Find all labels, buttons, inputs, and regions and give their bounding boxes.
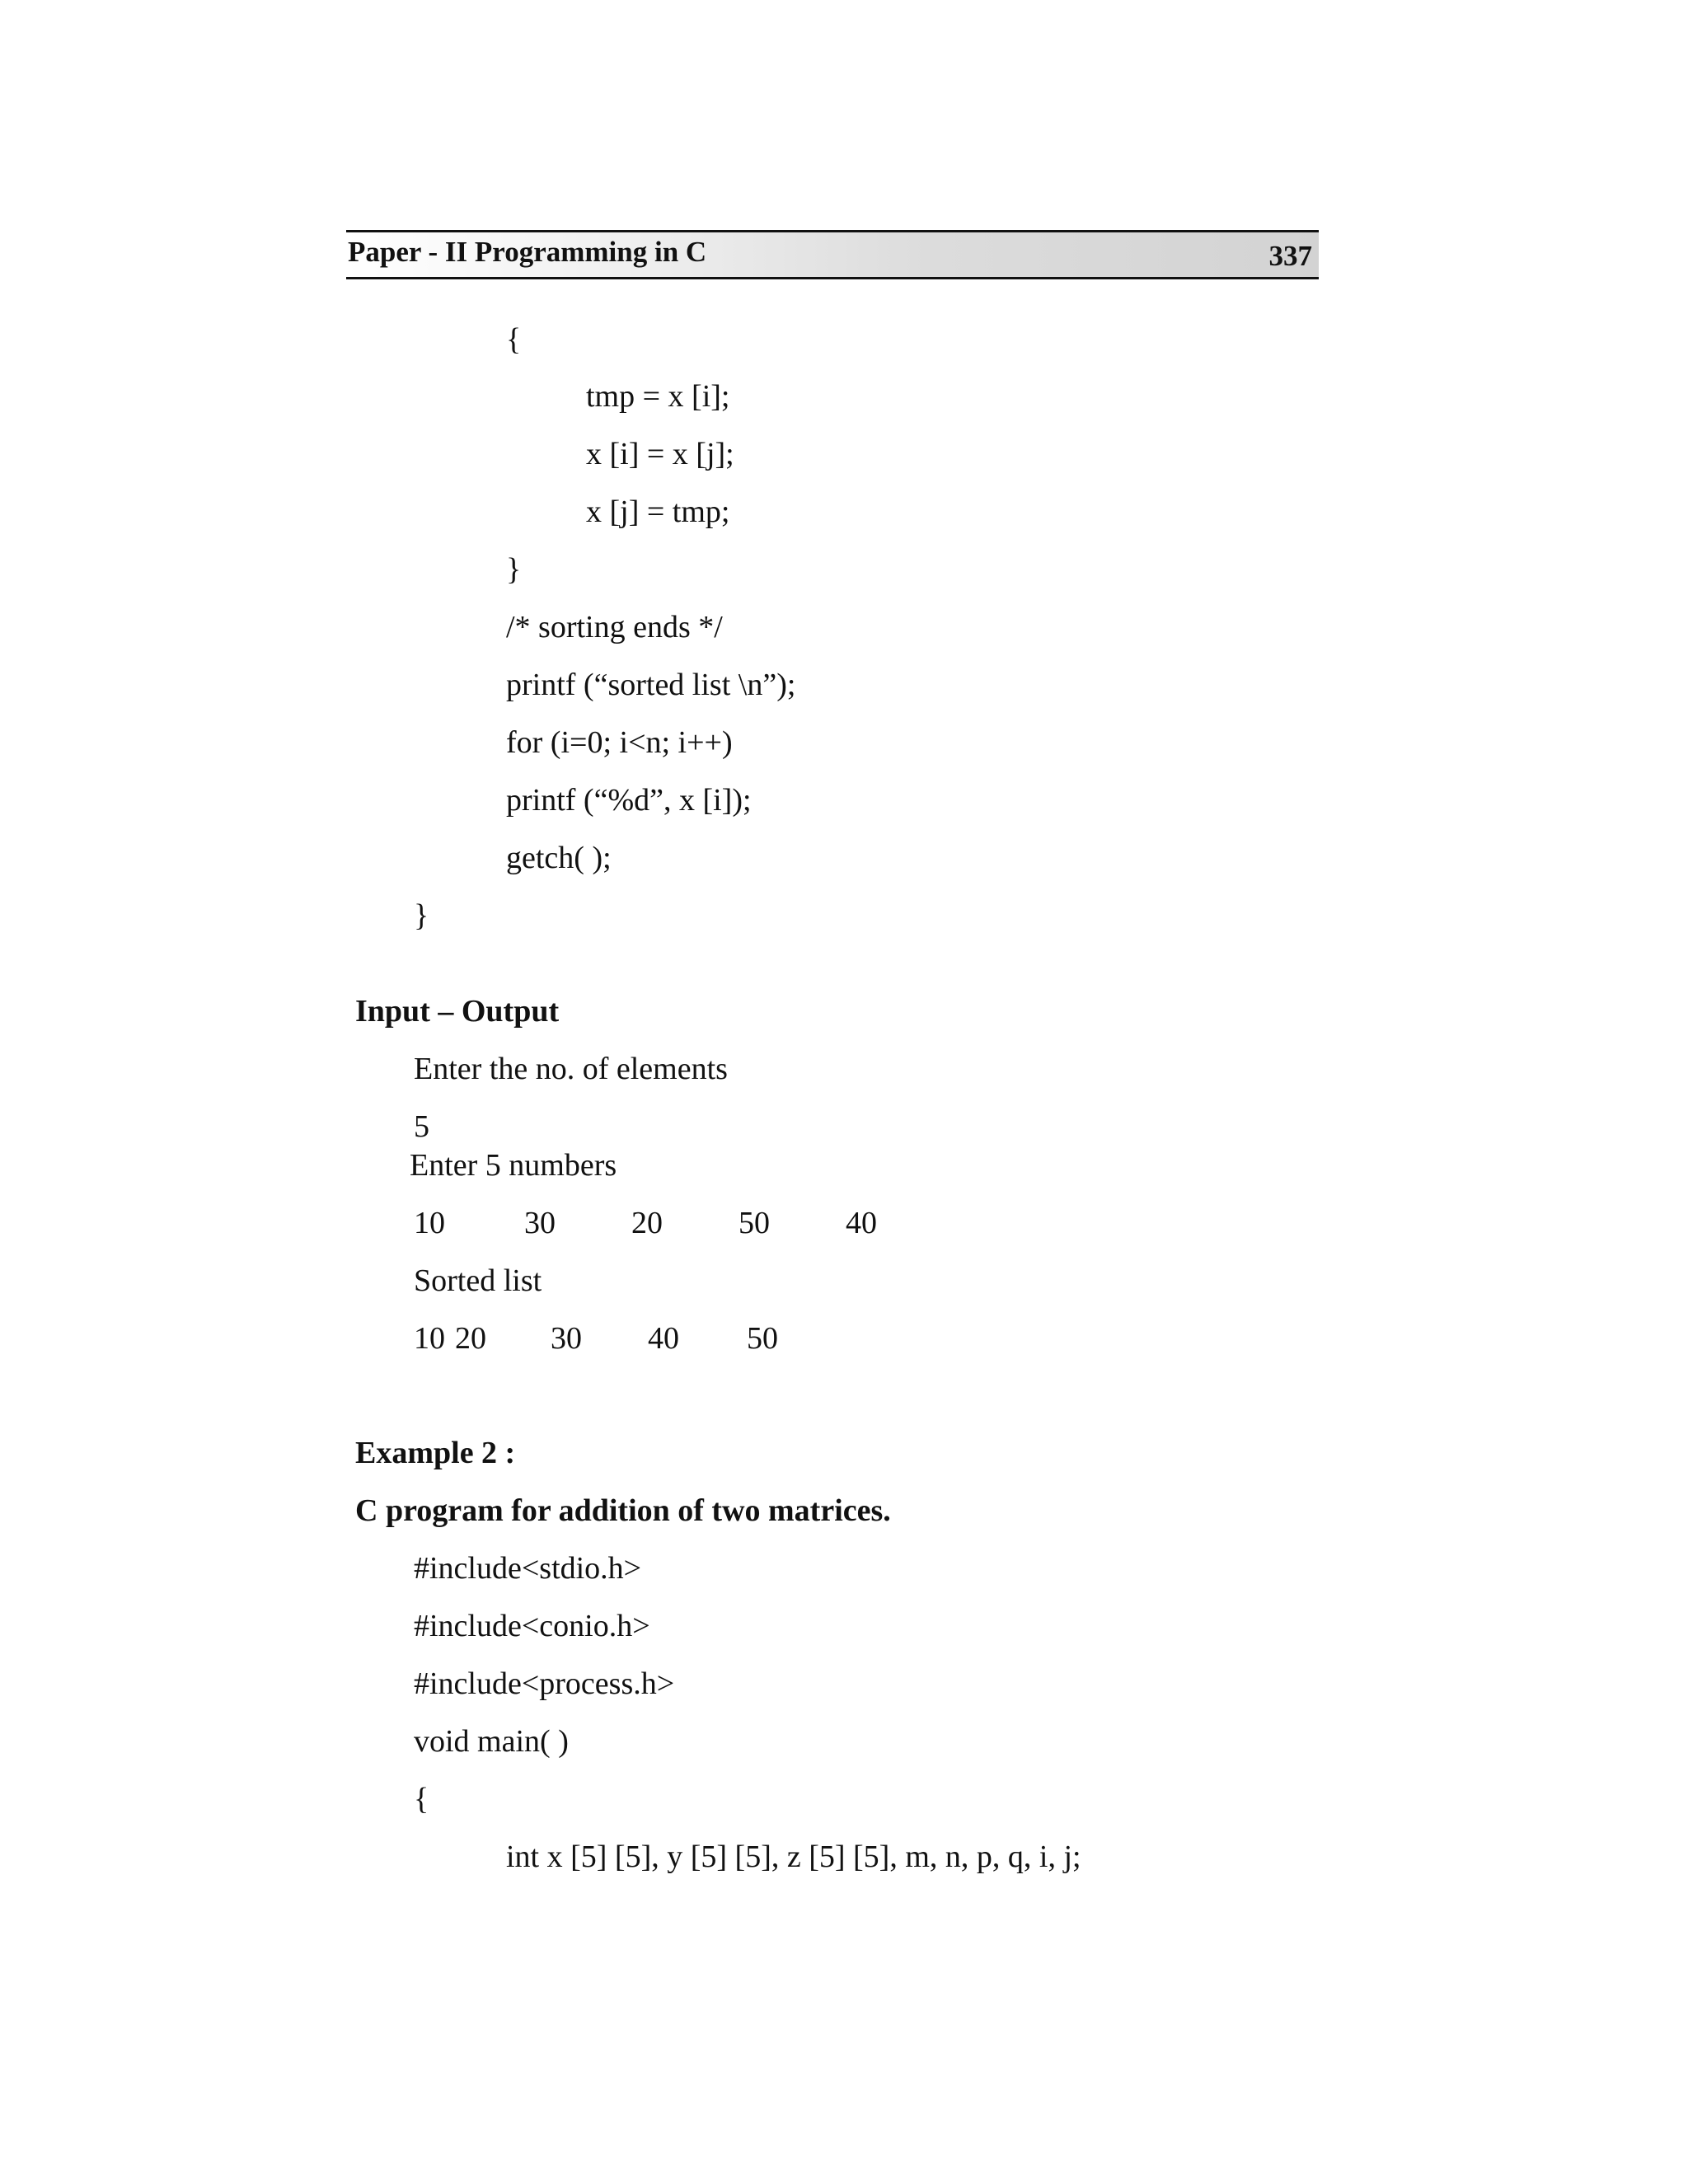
code-line: #include<stdio.h> (414, 1551, 642, 1586)
code-line: void main( ) (414, 1724, 569, 1759)
code-line: x [j] = tmp; (586, 494, 730, 529)
code-line: } (414, 898, 429, 933)
example-title: C program for addition of two matrices. (355, 1493, 891, 1528)
header-title: Paper - II Programming in C (348, 236, 707, 268)
page-header (346, 230, 1319, 279)
sorted-value: 20 (455, 1321, 486, 1356)
io-count-value: 5 (414, 1109, 429, 1144)
code-line: #include<conio.h> (414, 1609, 650, 1643)
code-line: x [i] = x [j]; (586, 437, 734, 471)
io-prompt-numbers: Enter 5 numbers (410, 1148, 617, 1183)
code-line: int x [5] [5], y [5] [5], z [5] [5], m, n, p, q, i, j; (506, 1840, 1081, 1874)
sorted-value: 10 (414, 1321, 445, 1356)
example-heading: Example 2 : (355, 1436, 516, 1470)
code-line: } (506, 552, 522, 587)
code-line: { (506, 322, 522, 357)
io-prompt-count: Enter the no. of elements (414, 1052, 728, 1086)
input-value: 10 (414, 1206, 445, 1240)
input-value: 40 (846, 1206, 877, 1240)
io-heading: Input – Output (355, 994, 560, 1029)
sorted-value: 40 (648, 1321, 679, 1356)
code-line: { (414, 1782, 429, 1816)
sorted-value: 50 (747, 1321, 778, 1356)
sorted-value: 30 (551, 1321, 582, 1356)
code-line: #include<process.h> (414, 1666, 675, 1701)
code-line: printf (“sorted list \n”); (506, 668, 796, 702)
code-line: printf (“%d”, x [i]); (506, 783, 752, 818)
page-number: 337 (1268, 240, 1312, 272)
code-line: getch( ); (506, 841, 612, 875)
code-line: for (i=0; i<n; i++) (506, 725, 733, 760)
code-line: /* sorting ends */ (506, 610, 723, 644)
io-sorted-label: Sorted list (414, 1263, 542, 1298)
input-value: 50 (738, 1206, 770, 1240)
input-value: 20 (631, 1206, 663, 1240)
code-line: tmp = x [i]; (586, 379, 730, 414)
input-value: 30 (524, 1206, 556, 1240)
